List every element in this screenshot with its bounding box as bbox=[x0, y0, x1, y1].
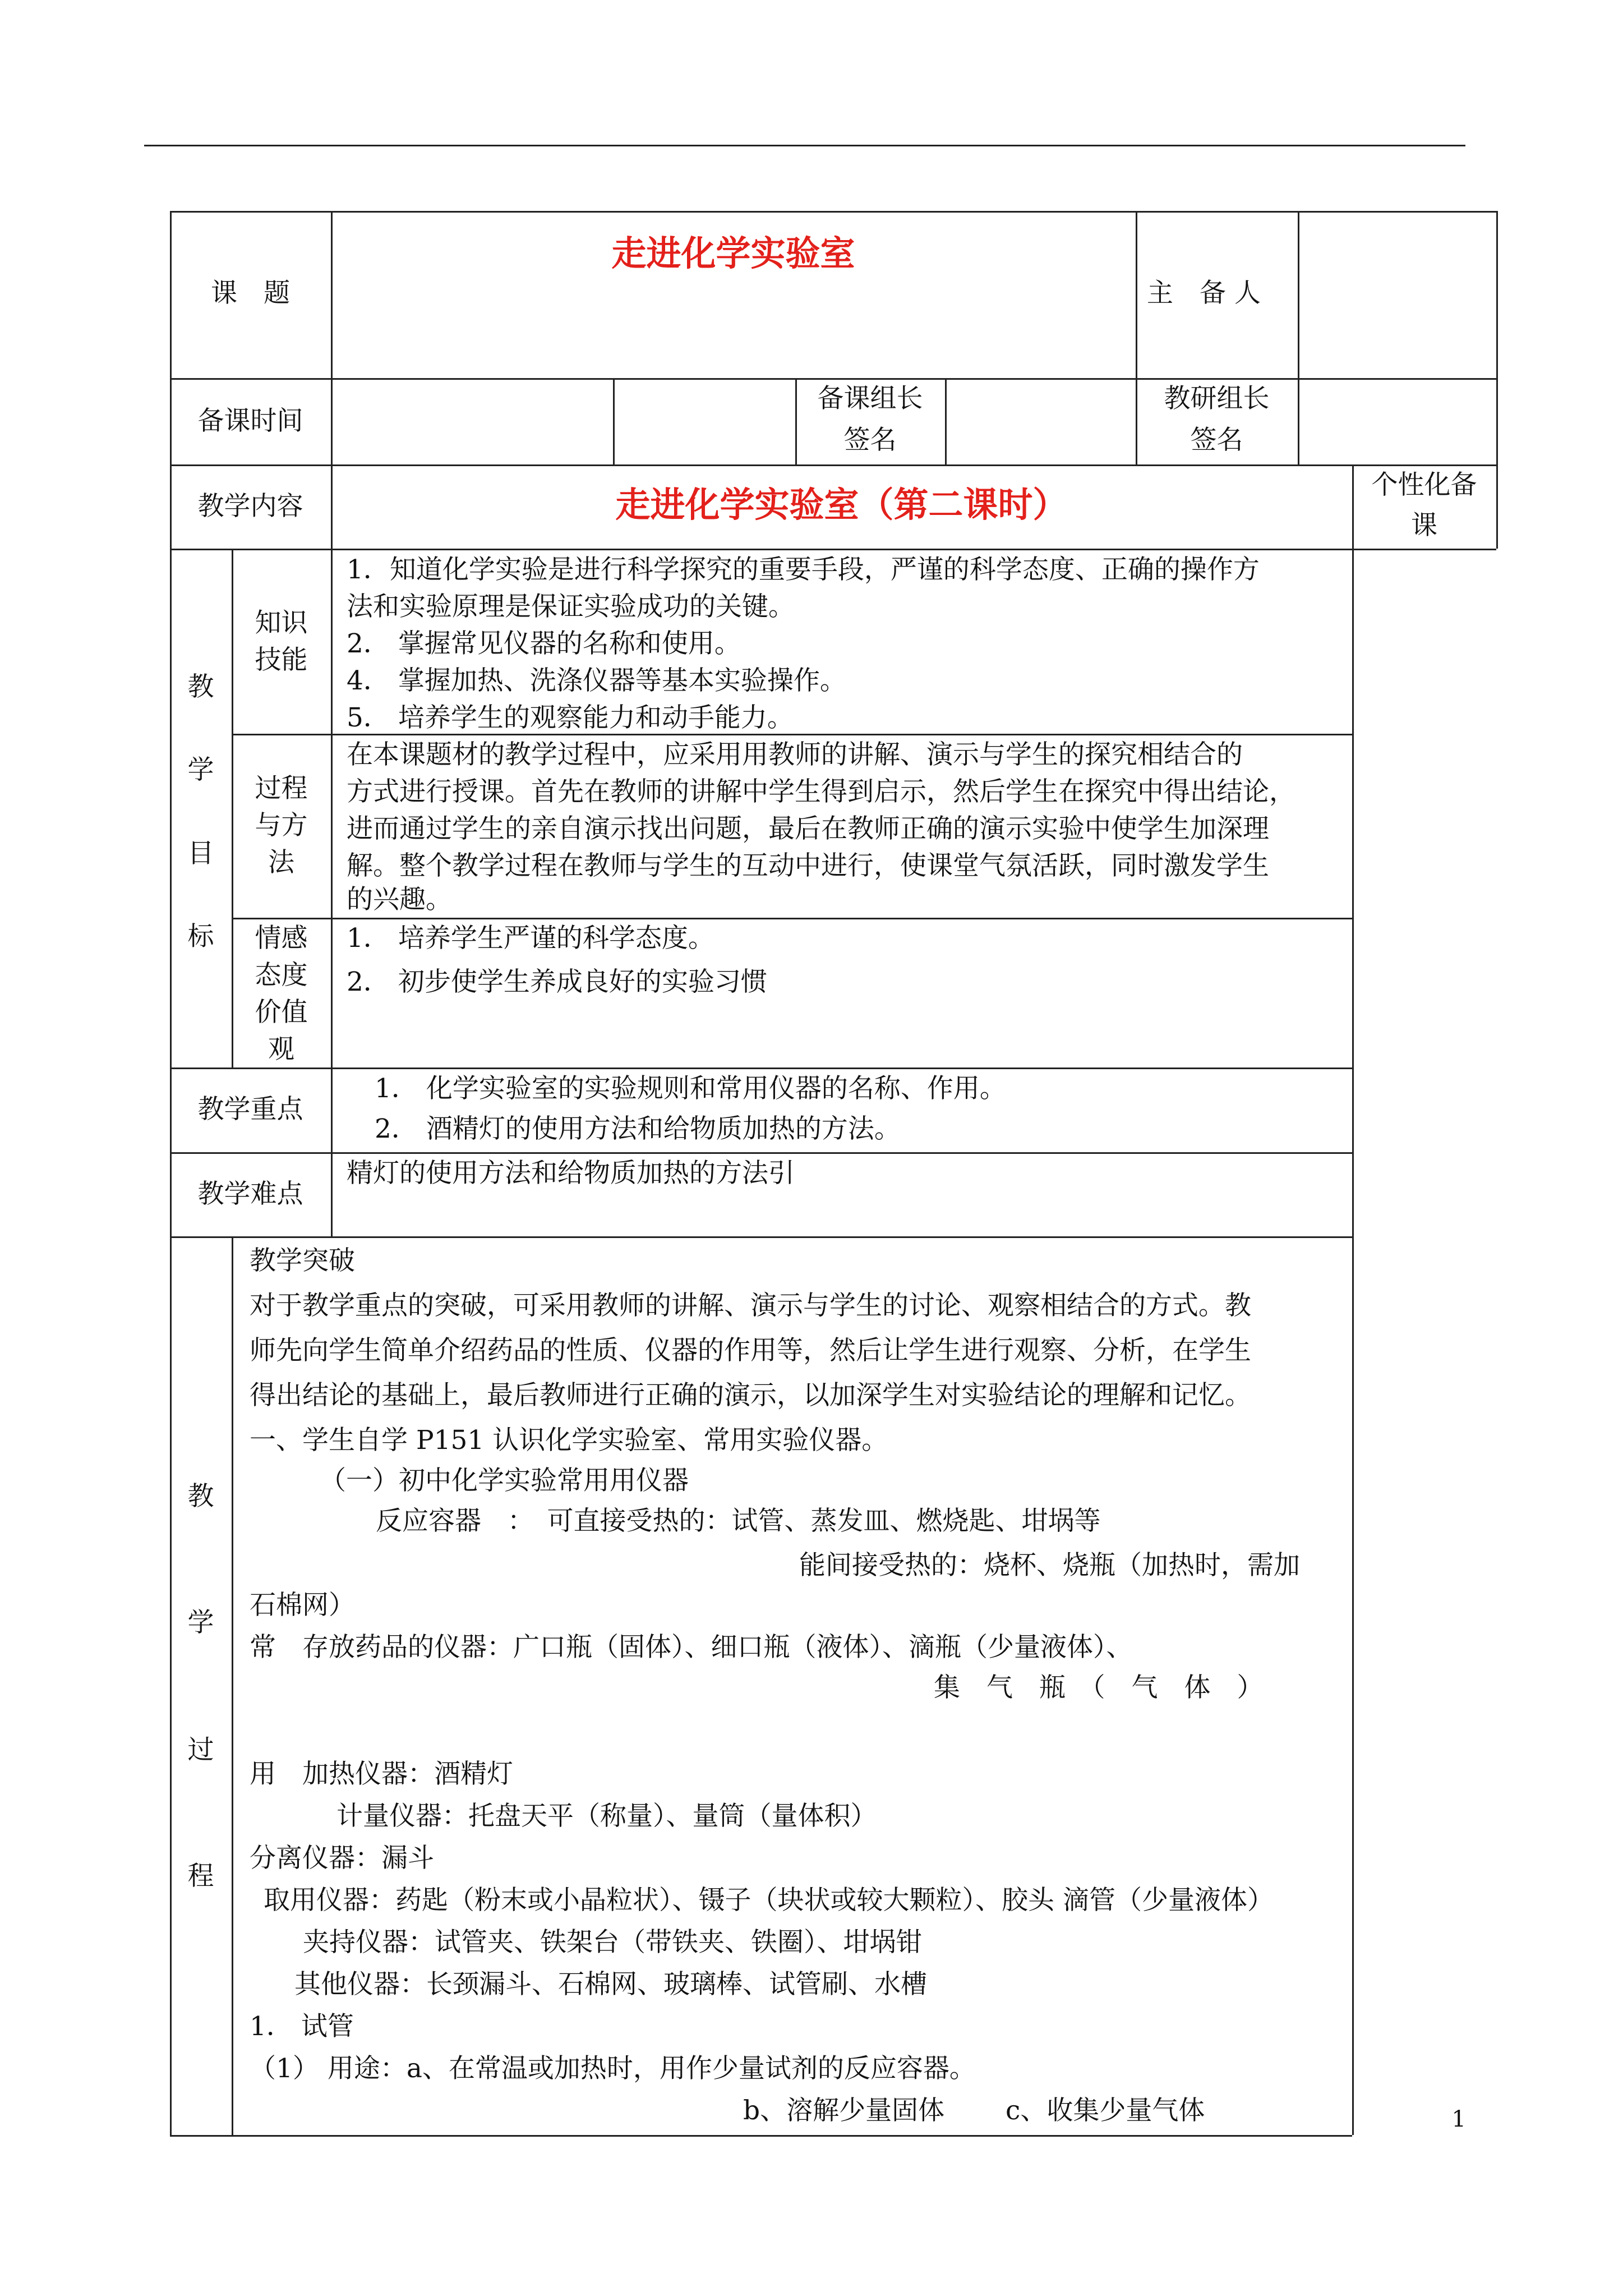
group-leader-sign: 签名 bbox=[843, 425, 897, 455]
goals-label-char: 标 bbox=[187, 921, 214, 952]
personal-label-2: 课 bbox=[1411, 510, 1437, 541]
key-points-label: 教学重点 bbox=[197, 1094, 303, 1125]
process-line: 分离仪器：漏斗 bbox=[250, 1843, 434, 1874]
page-number: 1 bbox=[1451, 2106, 1466, 2132]
process-line: 得出结论的基础上，最后教师进行正确的演示，以加深学生对实验结论的理解和记忆。 bbox=[250, 1380, 1251, 1411]
emotion-label-2: 态度 bbox=[255, 960, 308, 991]
process-method-line: 解。整个教学过程在教师与学生的互动中进行，使课堂气氛活跃，同时激发学生 bbox=[347, 850, 1269, 881]
row-divider bbox=[170, 1068, 1352, 1069]
process-label-char: 学 bbox=[187, 1607, 214, 1638]
process-line: 取用仪器：药匙（粉末或小晶粒状）、镊子（块状或较大颗粒）、胶头 滴管（少量液体） bbox=[264, 1885, 1274, 1916]
process-line: 师先向学生简单介绍药品的性质、仪器的作用等，然后让学生进行观察、分析，在学生 bbox=[250, 1335, 1251, 1366]
row-divider bbox=[170, 549, 1496, 550]
process-line: 教学突破 bbox=[250, 1245, 355, 1276]
process-line: 集 气 瓶 （ 气 体 ） bbox=[934, 1672, 1264, 1703]
row-divider bbox=[170, 1236, 1352, 1238]
process-line: b、溶解少量固体 c、收集少量气体 bbox=[743, 2095, 1205, 2126]
process-method-line: 的兴趣。 bbox=[347, 884, 452, 915]
knowledge-line: 法和实验原理是保证实验成功的关键。 bbox=[347, 591, 795, 622]
process-line: （1） 用途：a、在常温或加热时，用作少量试剂的反应容器。 bbox=[250, 2053, 976, 2084]
goals-label-char: 教 bbox=[187, 671, 214, 702]
research-leader-label: 教研组长 bbox=[1164, 383, 1270, 414]
process-label-char: 程 bbox=[187, 1861, 214, 1892]
group-leader-label: 备课组长 bbox=[817, 383, 923, 414]
preparer-label: 主 备 人 bbox=[1147, 278, 1261, 309]
knowledge-line: 4． 掌握加热、洗涤仪器等基本实验操作。 bbox=[347, 665, 846, 696]
process-line: 其他仪器：长颈漏斗、石棉网、玻璃棒、试管刷、水槽 bbox=[294, 1969, 927, 2000]
prep-time-label: 备课时间 bbox=[197, 406, 303, 436]
process-method-label-3: 法 bbox=[268, 847, 294, 878]
process-line: 石棉网） bbox=[250, 1590, 355, 1621]
subject-label: 课 题 bbox=[211, 278, 290, 309]
col-divider bbox=[1352, 464, 1354, 2135]
process-line: 对于教学重点的突破，可采用教师的讲解、演示与学生的讨论、观察相结合的方式。教 bbox=[250, 1290, 1251, 1321]
process-line: 反应容器 ： 可直接受热的：试管、蒸发皿、燃烧匙、坩埚等 bbox=[376, 1506, 1101, 1536]
process-label-char: 教 bbox=[187, 1481, 214, 1512]
difficulties-text: 精灯的使用方法和给物质加热的方法引 bbox=[347, 1158, 795, 1189]
personal-label: 个性化备 bbox=[1371, 470, 1477, 500]
col-divider bbox=[945, 378, 947, 464]
content-label: 教学内容 bbox=[197, 491, 303, 522]
process-line: 用 加热仪器：酒精灯 bbox=[250, 1759, 513, 1789]
header-rule bbox=[144, 145, 1465, 146]
process-method-line: 在本课题材的教学过程中，应采用用教师的讲解、演示与学生的探究相结合的 bbox=[347, 739, 1243, 770]
knowledge-label: 知识 bbox=[255, 608, 308, 638]
process-method-label-2: 与方 bbox=[255, 810, 308, 841]
goals-label-char: 目 bbox=[187, 838, 214, 869]
knowledge-line: 2． 掌握常见仪器的名称和使用。 bbox=[347, 628, 741, 659]
subject-title: 走进化学实验室 bbox=[611, 233, 855, 274]
process-line: 夹持仪器：试管夹、铁架台（带铁夹、铁圈）、坩埚钳 bbox=[303, 1927, 923, 1958]
col-divider bbox=[613, 378, 615, 464]
emotion-label: 情感 bbox=[255, 923, 308, 954]
process-line: 一、学生自学 P151 认识化学实验室、常用实验仪器。 bbox=[250, 1425, 888, 1456]
process-line: 计量仪器：托盘天平（称量）、量筒（量体积） bbox=[336, 1801, 877, 1832]
table-border-right bbox=[1496, 211, 1498, 549]
process-line: （一）初中化学实验常用用仪器 bbox=[320, 1465, 689, 1496]
emotion-line: 1． 培养学生严谨的科学态度。 bbox=[347, 923, 714, 954]
process-method-line: 进而通过学生的亲自演示找出问题，最后在教师正确的演示实验中使学生加深理 bbox=[347, 813, 1269, 844]
col-divider bbox=[331, 549, 333, 1068]
emotion-label-3: 价值 bbox=[255, 997, 308, 1028]
col-divider bbox=[232, 1236, 233, 2135]
emotion-line: 2． 初步使学生养成良好的实验习惯 bbox=[347, 967, 767, 997]
row-divider bbox=[170, 464, 1496, 466]
table-border-bottom bbox=[170, 2135, 1352, 2137]
research-leader-sign: 签名 bbox=[1190, 425, 1243, 455]
process-line: 1． 试管 bbox=[250, 2011, 354, 2042]
key-point-line: 1． 化学实验室的实验规则和常用仪器的名称、作用。 bbox=[375, 1073, 1006, 1104]
process-line: 能间接受热的：烧杯、烧瓶（加热时，需加 bbox=[799, 1550, 1300, 1581]
knowledge-label-2: 技能 bbox=[255, 645, 308, 675]
process-method-line: 方式进行授课。首先在教师的讲解中学生得到启示，然后学生在探究中得出结论， bbox=[347, 776, 1295, 807]
knowledge-line: 1．知道化学实验是进行科学探究的重要手段，严谨的科学态度、正确的操作方 bbox=[347, 554, 1260, 585]
key-point-line: 2． 酒精灯的使用方法和给物质加热的方法。 bbox=[375, 1114, 901, 1144]
knowledge-line: 5． 培养学生的观察能力和动手能力。 bbox=[347, 702, 794, 733]
col-divider bbox=[331, 1068, 333, 1236]
process-line: 常 存放药品的仪器：广口瓶（固体）、细口瓶（液体）、滴瓶（少量液体）、 bbox=[250, 1632, 1133, 1663]
difficulties-label: 教学难点 bbox=[197, 1179, 303, 1209]
goals-label-char: 学 bbox=[187, 754, 214, 785]
row-divider bbox=[170, 1152, 1352, 1154]
content-title: 走进化学实验室（第二课时） bbox=[615, 484, 1068, 525]
col-divider bbox=[1298, 211, 1299, 464]
process-method-label: 过程 bbox=[255, 773, 308, 804]
process-label-char: 过 bbox=[187, 1734, 214, 1765]
emotion-label-4: 观 bbox=[268, 1034, 294, 1065]
